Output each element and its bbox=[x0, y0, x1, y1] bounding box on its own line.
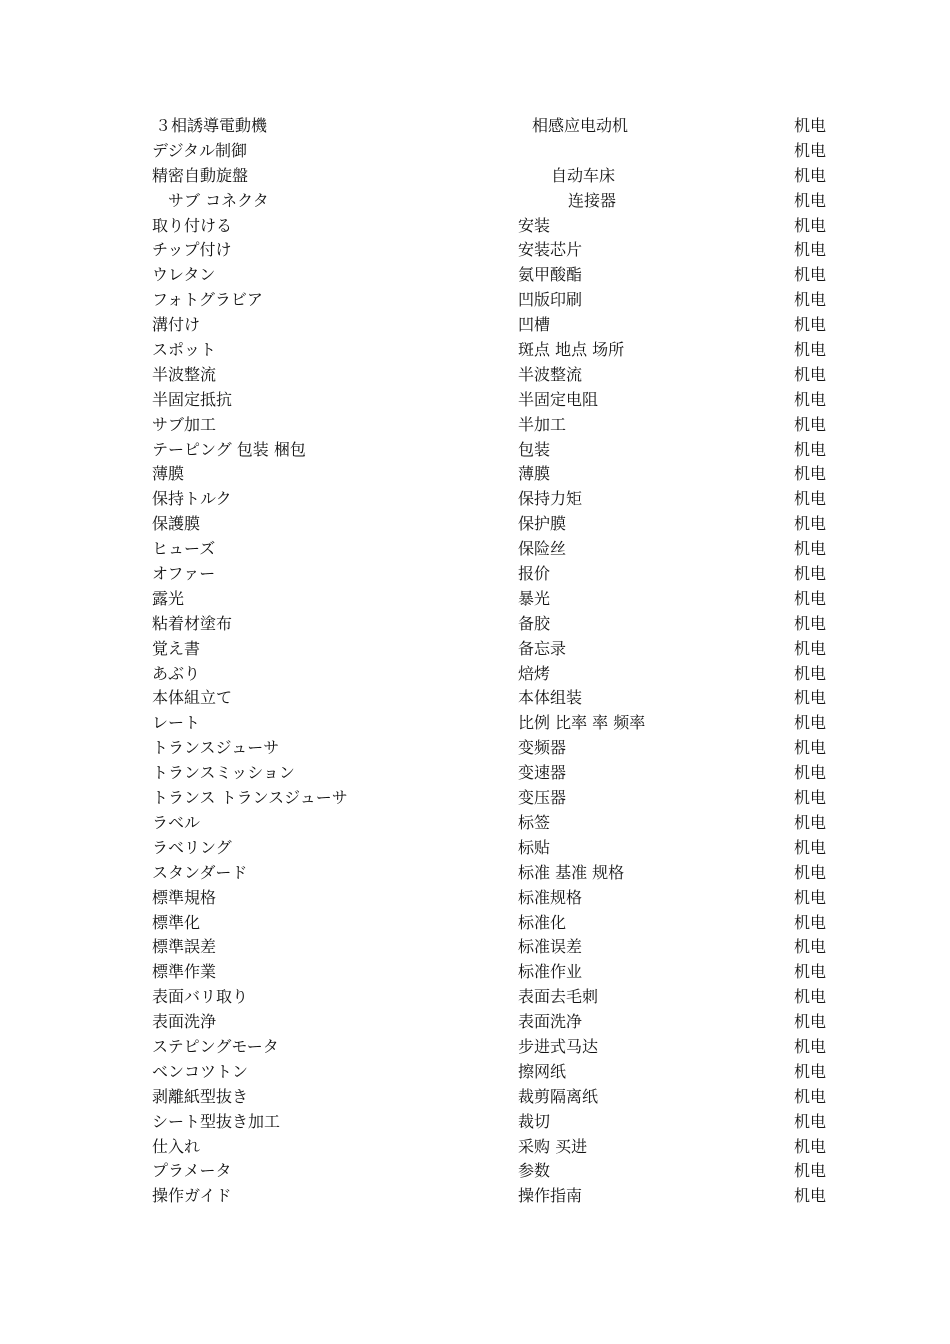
glossary-row bbox=[0, 438, 950, 463]
category-label: 机电 bbox=[794, 812, 827, 832]
japanese-term: サブ コネクタ bbox=[168, 190, 269, 210]
glossary-row bbox=[0, 338, 950, 363]
category-label: 机电 bbox=[794, 1036, 827, 1056]
glossary-row bbox=[0, 487, 950, 512]
chinese-term: 凹槽 bbox=[518, 315, 551, 335]
chinese-term: 操作指南 bbox=[518, 1186, 583, 1206]
japanese-term: ヒューズ bbox=[152, 539, 216, 559]
japanese-term: 標準誤差 bbox=[152, 937, 217, 957]
glossary-row bbox=[0, 512, 950, 537]
chinese-term: 参数 bbox=[518, 1161, 551, 1181]
glossary-row bbox=[0, 189, 950, 214]
chinese-term: 暴光 bbox=[518, 588, 551, 608]
glossary-row bbox=[0, 537, 950, 562]
japanese-term: 精密自動旋盤 bbox=[152, 165, 249, 185]
category-label: 机电 bbox=[794, 389, 827, 409]
category-label: 机电 bbox=[794, 638, 827, 658]
category-label: 机电 bbox=[794, 1061, 827, 1081]
chinese-term: 标准化 bbox=[518, 912, 567, 932]
chinese-term: 标签 bbox=[518, 812, 551, 832]
category-label: 机电 bbox=[794, 190, 827, 210]
glossary-row bbox=[0, 736, 950, 761]
glossary-row bbox=[0, 1035, 950, 1060]
japanese-term: レート bbox=[152, 713, 201, 733]
category-label: 机电 bbox=[794, 738, 827, 758]
chinese-term: 相感应电动机 bbox=[532, 116, 629, 135]
japanese-term: オファー bbox=[152, 564, 216, 584]
chinese-term: 包装 bbox=[518, 439, 551, 459]
category-label: 机电 bbox=[794, 837, 827, 857]
glossary-row bbox=[0, 263, 950, 288]
glossary-row bbox=[0, 1184, 950, 1209]
category-label: 机电 bbox=[794, 464, 827, 484]
japanese-term: 仕入れ bbox=[152, 1136, 201, 1156]
category-label: 机电 bbox=[794, 489, 827, 509]
category-label: 机电 bbox=[794, 1186, 827, 1206]
chinese-term: 标准 基准 规格 bbox=[518, 862, 625, 882]
chinese-term: 安装芯片 bbox=[518, 240, 583, 260]
category-label: 机电 bbox=[794, 564, 827, 584]
japanese-term: 溝付け bbox=[152, 315, 201, 335]
glossary-row bbox=[0, 1060, 950, 1085]
glossary-row bbox=[0, 413, 950, 438]
glossary-row bbox=[0, 761, 950, 786]
japanese-term: 保護膜 bbox=[152, 514, 201, 534]
glossary-row bbox=[0, 960, 950, 985]
japanese-term: ラベリング bbox=[152, 837, 232, 857]
chinese-term: 斑点 地点 场所 bbox=[518, 340, 625, 360]
glossary-row bbox=[0, 587, 950, 612]
glossary-row bbox=[0, 562, 950, 587]
chinese-term: 连接器 bbox=[568, 190, 617, 210]
japanese-term: デジタル制御 bbox=[152, 140, 248, 160]
category-label: 机电 bbox=[794, 937, 827, 957]
category-label: 机电 bbox=[794, 265, 827, 285]
japanese-term: ３相誘導電動機 bbox=[155, 116, 268, 135]
glossary-table bbox=[0, 114, 950, 1209]
glossary-row bbox=[0, 662, 950, 687]
japanese-term: 露光 bbox=[152, 588, 185, 608]
japanese-term: 保持トルク bbox=[152, 489, 232, 509]
japanese-term: 表面洗浄 bbox=[152, 1012, 217, 1032]
category-label: 机电 bbox=[794, 240, 827, 260]
chinese-term: 自动车床 bbox=[551, 165, 616, 185]
category-label: 机电 bbox=[794, 688, 827, 708]
japanese-term: フォトグラビア bbox=[152, 290, 263, 310]
japanese-term: サブ加工 bbox=[152, 414, 217, 434]
category-label: 机电 bbox=[794, 215, 827, 235]
glossary-row bbox=[0, 164, 950, 189]
chinese-term: 半波整流 bbox=[518, 364, 583, 384]
category-label: 机电 bbox=[794, 1111, 827, 1131]
japanese-term: トランスミッション bbox=[152, 763, 295, 783]
category-label: 机电 bbox=[794, 414, 827, 434]
japanese-term: あぶり bbox=[152, 663, 201, 683]
category-label: 机电 bbox=[794, 439, 827, 459]
japanese-term: ラベル bbox=[152, 812, 201, 832]
category-label: 机电 bbox=[794, 987, 827, 1007]
chinese-term: 半加工 bbox=[518, 414, 567, 434]
japanese-term: スタンダード bbox=[152, 862, 248, 882]
japanese-term: 剥離紙型抜き bbox=[152, 1086, 249, 1106]
category-label: 机电 bbox=[794, 663, 827, 683]
glossary-row bbox=[0, 612, 950, 637]
chinese-term: 薄膜 bbox=[518, 464, 551, 484]
japanese-term: 操作ガイド bbox=[152, 1186, 232, 1206]
japanese-term: ステピングモータ bbox=[152, 1036, 279, 1056]
chinese-term: 变压器 bbox=[518, 788, 567, 808]
glossary-row bbox=[0, 811, 950, 836]
japanese-term: ウレタン bbox=[152, 265, 216, 285]
glossary-row bbox=[0, 686, 950, 711]
chinese-term: 变速器 bbox=[518, 763, 567, 783]
category-label: 机电 bbox=[794, 763, 827, 783]
chinese-term: 保险丝 bbox=[518, 539, 567, 559]
chinese-term: 表面洗净 bbox=[518, 1012, 583, 1032]
japanese-term: スポット bbox=[152, 340, 217, 360]
chinese-term: 变频器 bbox=[518, 738, 567, 758]
glossary-row bbox=[0, 313, 950, 338]
glossary-row bbox=[0, 1010, 950, 1035]
chinese-term: 比例 比率 率 频率 bbox=[518, 713, 646, 733]
chinese-term: 备忘录 bbox=[518, 638, 567, 658]
glossary-row bbox=[0, 363, 950, 388]
chinese-term: 报价 bbox=[518, 564, 551, 584]
japanese-term: ベンコツトン bbox=[152, 1061, 249, 1081]
chinese-term: 标贴 bbox=[518, 837, 551, 857]
category-label: 机电 bbox=[794, 1012, 827, 1032]
category-label: 机电 bbox=[794, 1086, 827, 1106]
chinese-term: 裁切 bbox=[518, 1111, 551, 1131]
glossary-row bbox=[0, 786, 950, 811]
chinese-term: 氨甲酸酯 bbox=[518, 265, 583, 285]
glossary-row bbox=[0, 288, 950, 313]
japanese-term: プラメータ bbox=[152, 1161, 232, 1181]
glossary-row bbox=[0, 114, 950, 139]
glossary-row bbox=[0, 1110, 950, 1135]
category-label: 机电 bbox=[794, 165, 827, 185]
japanese-term: 半固定抵抗 bbox=[152, 389, 233, 409]
japanese-term: トランスジューサ bbox=[152, 738, 280, 758]
japanese-term: シート型抜き加工 bbox=[152, 1111, 281, 1131]
category-label: 机电 bbox=[794, 514, 827, 534]
glossary-row bbox=[0, 238, 950, 263]
glossary-row bbox=[0, 637, 950, 662]
glossary-row bbox=[0, 462, 950, 487]
category-label: 机电 bbox=[794, 539, 827, 559]
japanese-term: 表面バリ取り bbox=[152, 987, 249, 1007]
glossary-row bbox=[0, 1085, 950, 1110]
category-label: 机电 bbox=[794, 364, 827, 384]
japanese-term: 標準規格 bbox=[152, 887, 217, 907]
glossary-row bbox=[0, 935, 950, 960]
glossary-row bbox=[0, 1159, 950, 1184]
category-label: 机电 bbox=[794, 613, 827, 633]
japanese-term: 本体組立て bbox=[152, 688, 233, 708]
category-label: 机电 bbox=[794, 962, 827, 982]
category-label: 机电 bbox=[794, 116, 827, 135]
japanese-term: 標準化 bbox=[152, 912, 201, 932]
japanese-term: 標準作業 bbox=[152, 962, 217, 982]
chinese-term: 半固定电阻 bbox=[518, 389, 599, 409]
chinese-term: 擦网纸 bbox=[518, 1061, 567, 1081]
japanese-term: テーピング 包装 梱包 bbox=[152, 439, 306, 459]
glossary-row bbox=[0, 139, 950, 164]
chinese-term: 本体组装 bbox=[518, 688, 583, 708]
category-label: 机电 bbox=[794, 340, 827, 360]
glossary-row bbox=[0, 711, 950, 736]
japanese-term: 半波整流 bbox=[152, 364, 217, 384]
chinese-term: 安装 bbox=[518, 215, 551, 235]
chinese-term: 凹版印刷 bbox=[518, 290, 583, 310]
japanese-term: トランス トランスジューサ bbox=[152, 788, 348, 808]
chinese-term: 采购 买进 bbox=[518, 1136, 588, 1156]
category-label: 机电 bbox=[794, 862, 827, 882]
chinese-term: 标准规格 bbox=[518, 887, 583, 907]
japanese-term: 粘着材塗布 bbox=[152, 613, 233, 633]
category-label: 机电 bbox=[794, 290, 827, 310]
category-label: 机电 bbox=[794, 1161, 827, 1181]
glossary-row bbox=[0, 985, 950, 1010]
japanese-term: 覚え書 bbox=[152, 638, 201, 658]
chinese-term: 标准作业 bbox=[518, 962, 583, 982]
chinese-term: 表面去毛刺 bbox=[518, 987, 599, 1007]
category-label: 机电 bbox=[794, 315, 827, 335]
chinese-term: 备胶 bbox=[518, 613, 551, 633]
glossary-row bbox=[0, 861, 950, 886]
japanese-term: チップ付け bbox=[152, 240, 232, 260]
glossary-row bbox=[0, 388, 950, 413]
category-label: 机电 bbox=[794, 713, 827, 733]
glossary-row bbox=[0, 1135, 950, 1160]
category-label: 机电 bbox=[794, 1136, 827, 1156]
glossary-row bbox=[0, 886, 950, 911]
japanese-term: 薄膜 bbox=[152, 464, 185, 484]
category-label: 机电 bbox=[794, 140, 827, 160]
chinese-term: 焙烤 bbox=[518, 663, 551, 683]
chinese-term: 步进式马达 bbox=[518, 1036, 599, 1056]
category-label: 机电 bbox=[794, 788, 827, 808]
chinese-term: 标准误差 bbox=[518, 937, 583, 957]
chinese-term: 保持力矩 bbox=[518, 489, 583, 509]
category-label: 机电 bbox=[794, 912, 827, 932]
chinese-term: 保护膜 bbox=[518, 514, 567, 534]
japanese-term: 取り付ける bbox=[152, 215, 233, 235]
glossary-row bbox=[0, 836, 950, 861]
category-label: 机电 bbox=[794, 887, 827, 907]
glossary-row bbox=[0, 214, 950, 239]
category-label: 机电 bbox=[794, 588, 827, 608]
glossary-row bbox=[0, 911, 950, 936]
chinese-term: 裁剪隔离纸 bbox=[518, 1086, 599, 1106]
